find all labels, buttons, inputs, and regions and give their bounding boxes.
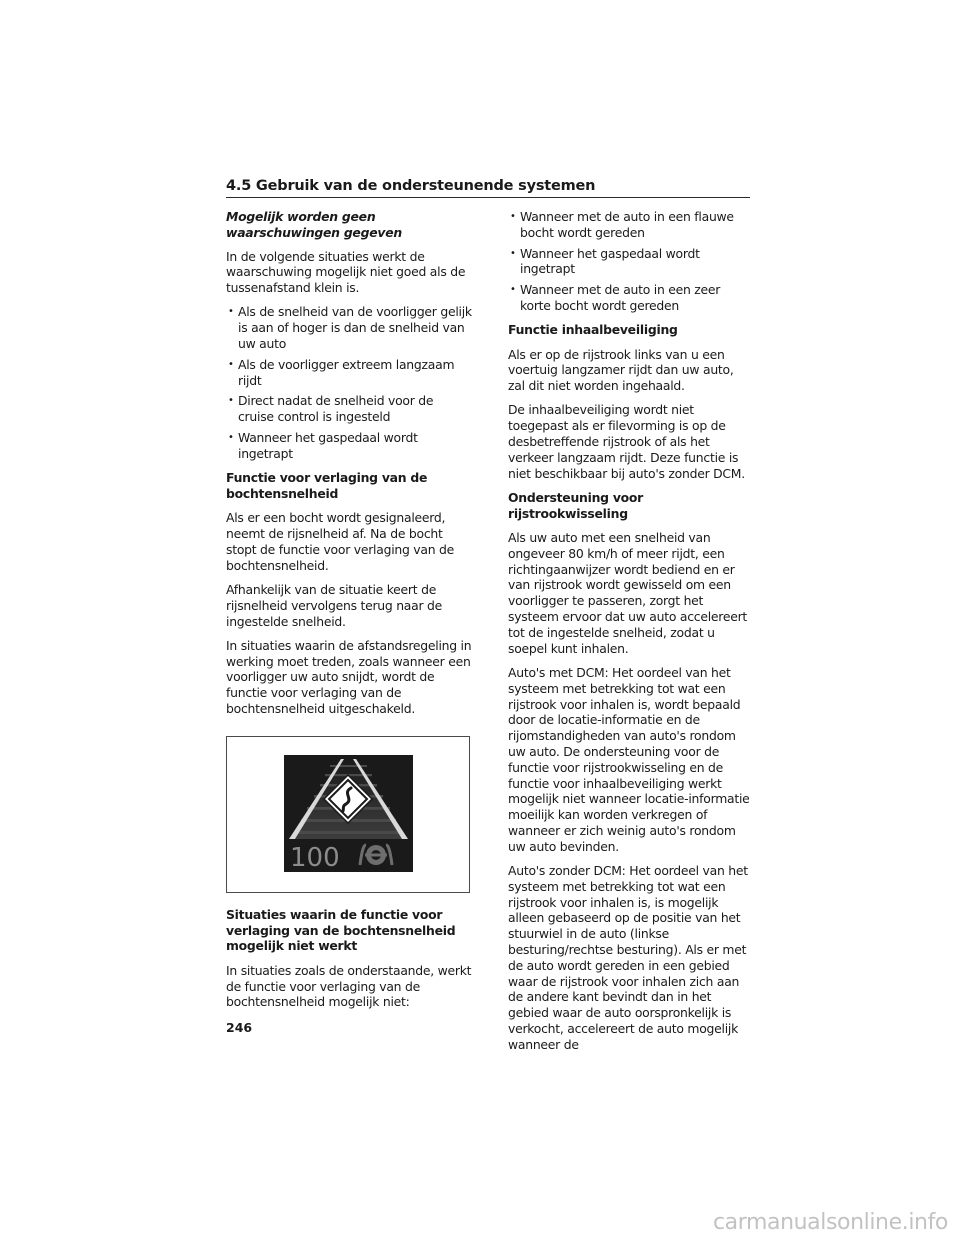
heading-not-working: Situaties waarin de functie voor verlaging van de bochtensnelheid mogelijk niet werkt (226, 906, 456, 954)
heading-curve-speed: Functie voor verlaging van de bochtensnelheid (226, 470, 428, 501)
paragraph: Afhankelijk van de situatie keert de rijsnelheid vervolgens terug naar de ingestelde snelheid. (226, 581, 443, 629)
set-speed-readout: 100 (290, 842, 340, 872)
paragraph: Auto's met DCM: Het oordeel van het systeem met betrekking tot wat een rijstrook voor inhalen is, wordt bepaald door de locatie-informatie en de rijomstandigheden van auto's rondom uw auto. De ondersteuning voor de functie voor rijstrookwisseling en de functie voor inhaalbeveiliging werkt mogelijk niet wanneer locatie-informatie moeilijk kan worden verkregen of wanneer er zich weinig auto's rondom uw auto bevinden. (508, 664, 750, 854)
intro-paragraph: In de volgende situaties werkt de waarschuwing mogelijk niet goed als de tussenafstand klein is. (226, 248, 466, 296)
heading-overtake-prevention: Functie inhaalbeveiliging (508, 322, 678, 338)
paragraph: Als uw auto met een snelheid van ongeveer 80 km/h of meer rijdt, een richtingaanwijzer wordt bediend en er van rijstrook wordt gewisseld om een voorligger te passeren, zorgt het systeem ervoor dat uw auto accelereert tot de ingestelde snelheid, zodat u soepel kunt inhalen. (508, 530, 748, 656)
paragraph: In situaties zoals de onderstaande, werkt de functie voor verlaging van de bochtensnelheid mogelijk niet: (226, 962, 472, 1010)
section-title: 4.5 Gebruik van de ondersteunende systemen (226, 178, 596, 194)
list-item: • Wanneer het gaspedaal wordt ingetrapt (508, 246, 754, 278)
right-column (508, 209, 754, 1061)
list-item: • Wanneer met de auto in een flauwe bocht wordt gereden (508, 209, 754, 241)
paragraph: Als er op de rijstrook links van u een voertuig langzamer rijdt dan uw auto, zal dit niet worden ingehaald. (508, 346, 734, 394)
list-item: • Direct nadat de snelheid voor de cruise control is ingesteld (226, 393, 472, 425)
paragraph: De inhaalbeveiliging wordt niet toegepast als er filevorming is op de desbetreffende rijstrook of als het verkeer langzaam rijdt. Deze functie is niet beschikbaar bij auto's zonder DCM. (508, 402, 745, 481)
paragraph: Als er een bocht wordt gesignaleerd, neemt de rijsnelheid af. Na de bocht stopt de functie voor verlaging van de bochtensnelheid. (226, 510, 455, 573)
warning-situations-list (226, 304, 472, 461)
not-working-list (508, 209, 754, 314)
paragraph: In situaties waarin de afstandsregeling in werking moet treden, zoals wanneer een voorligger uw auto snijdt, wordt de functie voor verlaging van de bochtensnelheid uitgeschakeld. (226, 637, 472, 717)
section-header (226, 178, 750, 198)
list-item: • Wanneer met de auto in een zeer korte bocht wordt gereden (508, 282, 754, 314)
heading-lane-change-assist: Ondersteuning voor rijstrookwisseling (508, 489, 644, 521)
list-item: • Als de voorligger extreem langzaam rijdt (226, 357, 472, 389)
list-item: • Wanneer het gaspedaal wordt ingetrapt (226, 430, 472, 462)
watermark: carmanualsonline.info (712, 1210, 948, 1235)
left-column (226, 209, 472, 1019)
dashboard-display (284, 755, 413, 872)
list-item: • Als de snelheid van de voorligger gelijk is aan of hoger is dan de snelheid van uw auto (226, 304, 472, 351)
dashboard-figure (226, 736, 470, 893)
subtitle-no-warnings: Mogelijk worden geen waarschuwingen gegeven (226, 209, 402, 240)
curve-speed-display-graphic (284, 755, 413, 872)
page-number: 246 (226, 1020, 253, 1035)
paragraph: Auto's zonder DCM: Het oordeel van het systeem met betrekking tot wat een rijstrook voor inhalen is, is mogelijk alleen gebaseerd op de positie van het stuurwiel in de auto (linkse besturing/rechtse besturing). Als er met de auto wordt gereden in een gebied waar de rijstrook voor inhalen zich aan de andere kant bevindt dan in het gebied waar de auto oorspronkelijk is verkocht, accelereert de auto mogelijk wanneer de (508, 862, 748, 1052)
